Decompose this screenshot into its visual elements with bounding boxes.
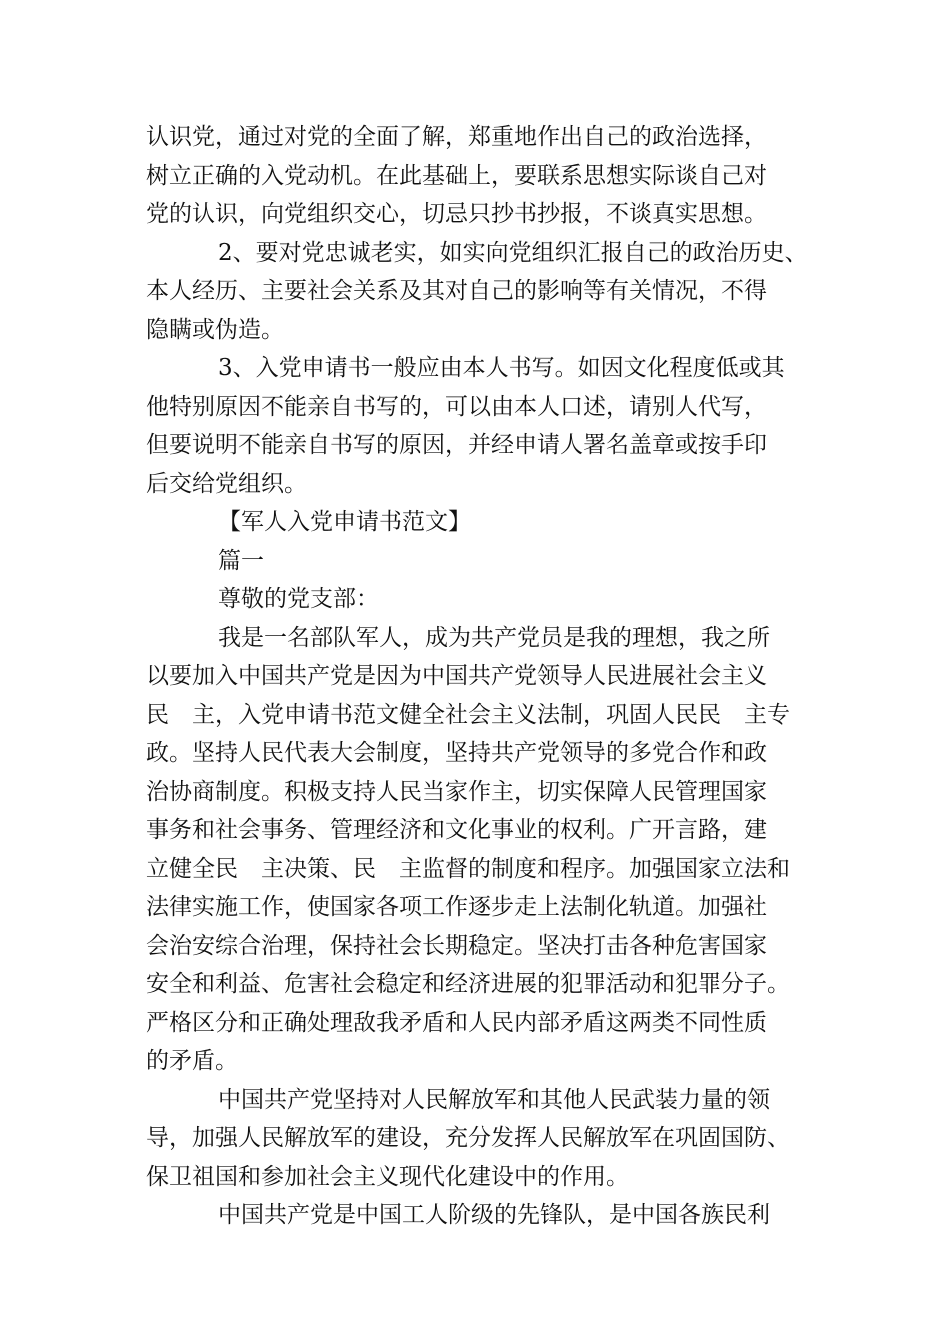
text-line: 他特别原因不能亲自书写的，可以由本人口述，请别人代写， xyxy=(146,393,767,420)
text-line: 2、要对党忠诚老实，如实向党组织汇报自己的政治历史、 xyxy=(218,239,808,266)
text-line: 认识党，通过对党的全面了解，郑重地作出自己的政治选择， xyxy=(146,124,767,150)
text-line: 立健全民 主决策、民 主监督的制度和程序。加强国家立法和 xyxy=(146,855,790,882)
text-line: 【军人入党申请书范文】 xyxy=(218,509,471,535)
text-line: 我是一名部队军人，成为共产党员是我的理想，我之所 xyxy=(218,624,770,651)
text-line: 本人经历、主要社会关系及其对自己的影响等有关情况，不得 xyxy=(146,278,767,304)
text-line: 中国共产党是中国工人阶级的先锋队，是中国各族民利 xyxy=(218,1202,770,1228)
text-line: 中国共产党坚持对人民解放军和其他人民武装力量的领 xyxy=(218,1086,770,1113)
text-line: 树立正确的入党动机。在此基础上，要联系思想实际谈自己对 xyxy=(146,162,767,189)
text-line: 以要加入中国共产党是因为中国共产党领导人民进展社会主义 xyxy=(146,663,767,689)
text-line: 尊敬的党支部： xyxy=(218,586,379,612)
text-line: 隐瞒或伪造。 xyxy=(146,316,284,343)
text-line: 政。坚持人民代表大会制度，坚持共产党领导的多党合作和政 xyxy=(146,740,767,766)
text-line: 后交给党组织。 xyxy=(146,470,307,497)
text-line: 安全和利益、危害社会稳定和经济进展的犯罪活动和犯罪分子。 xyxy=(146,971,790,997)
text-line: 的矛盾。 xyxy=(146,1048,238,1074)
text-line: 会治安综合治理，保持社会长期稳定。坚决打击各种危害国家 xyxy=(146,932,767,959)
text-line: 篇一 xyxy=(218,547,264,574)
text-line: 3、入党申请书一般应由本人书写。如因文化程度低或其 xyxy=(218,355,785,381)
text-line: 法律实施工作，使国家各项工作逐步走上法制化轨道。加强社 xyxy=(146,894,767,920)
text-line: 但要说明不能亲自书写的原因，并经申请人署名盖章或按手印 xyxy=(146,432,767,458)
text-line: 党的认识，向党组织交心，切忌只抄书抄报，不谈真实思想。 xyxy=(146,201,767,227)
document-body xyxy=(146,118,846,1235)
text-line: 严格区分和正确处理敌我矛盾和人民内部矛盾这两类不同性质 xyxy=(146,1009,767,1036)
text-line: 导，加强人民解放军的建设，充分发挥人民解放军在巩固国防、 xyxy=(146,1125,790,1151)
text-line: 事务和社会事务、管理经济和文化事业的权利。广开言路，建 xyxy=(146,817,767,843)
text-line: 保卫祖国和参加社会主义现代化建设中的作用。 xyxy=(146,1163,629,1190)
text-line: 治协商制度。积极支持人民当家作主，切实保障人民管理国家 xyxy=(146,778,767,805)
text-line: 民 主，入党申请书范文健全社会主义法制，巩固人民民 主专 xyxy=(146,701,790,728)
